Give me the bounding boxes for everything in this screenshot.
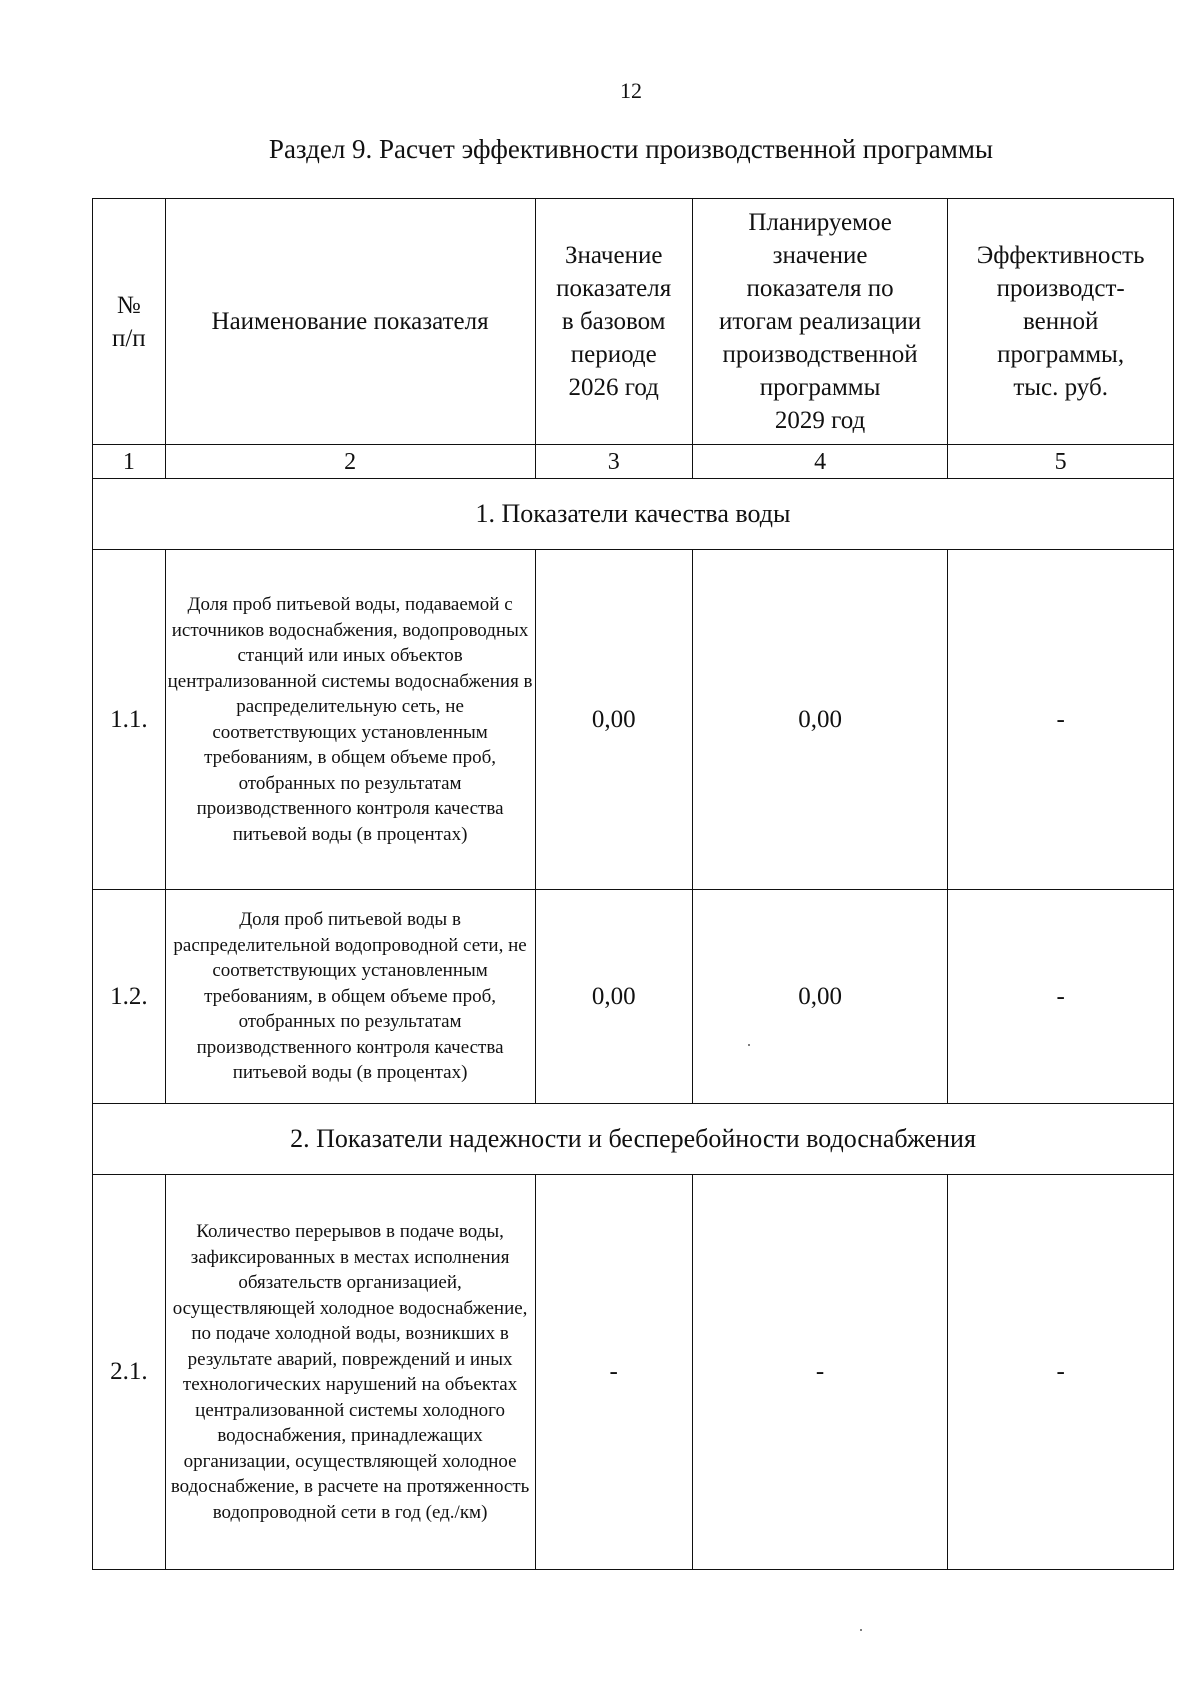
column-number: 5 xyxy=(948,445,1174,479)
efficiency-value: - xyxy=(948,890,1174,1104)
group-header-row xyxy=(93,479,1174,550)
header-efficiency: Эффективность производст- венной программы, тыс. руб. xyxy=(948,199,1174,445)
table-row xyxy=(93,890,1174,1104)
base-value: - xyxy=(535,1175,692,1570)
base-value: 0,00 xyxy=(535,890,692,1104)
header-row xyxy=(93,199,1174,445)
efficiency-table xyxy=(92,198,1174,1570)
scan-speck xyxy=(748,1044,750,1046)
page-number: 12 xyxy=(620,78,642,103)
column-number: 4 xyxy=(692,445,947,479)
header-planned-value: Планируемое значение показателя по итогам реализации производственной программы 2029 год xyxy=(692,199,947,445)
row-number: 1.2. xyxy=(93,890,166,1104)
indicator-name: Доля проб питьевой воды в распределительной водопроводной сети, не соответствующих установленным требованиям, в общем объеме проб, отобранных по результатам производственного контроля качества питьевой воды (в процентах) xyxy=(165,890,535,1104)
planned-value: - xyxy=(692,1175,947,1570)
row-number: 2.1. xyxy=(93,1175,166,1570)
header-indicator-name: Наименование показателя xyxy=(165,199,535,445)
group-title: 2. Показатели надежности и бесперебойности водоснабжения xyxy=(93,1104,1174,1175)
base-value: 0,00 xyxy=(535,550,692,890)
scan-speck xyxy=(860,1629,862,1631)
column-numbers-row xyxy=(93,445,1174,479)
planned-value: 0,00 xyxy=(692,550,947,890)
row-number: 1.1. xyxy=(93,550,166,890)
column-number: 3 xyxy=(535,445,692,479)
efficiency-value: - xyxy=(948,1175,1174,1570)
group-header-row xyxy=(93,1104,1174,1175)
table-row xyxy=(93,1175,1174,1570)
column-number: 1 xyxy=(93,445,166,479)
group-title: 1. Показатели качества воды xyxy=(93,479,1174,550)
header-base-value: Значение показателя в базовом периоде 2026 год xyxy=(535,199,692,445)
indicator-name: Количество перерывов в подаче воды, зафиксированных в местах исполнения обязательств организацией, осуществляющей холодное водоснабжение, по подаче холодной воды, возникших в результате аварий, повреждений и иных технологических нарушений на объектах централизованной системы холодного водоснабжения, принадлежащих организации, осуществляющей холодное водоснабжение, в расчете на протяженность водопроводной сети в год (ед./км) xyxy=(165,1175,535,1570)
indicator-name: Доля проб питьевой воды, подаваемой с источников водоснабжения, водопроводных станций или иных объектов централизованной системы водоснабжения в распределительную сеть, не соответствующих установленным требованиям, в общем объеме проб, отобранных по результатам производственного контроля качества питьевой воды (в процентах) xyxy=(165,550,535,890)
header-number: № п/п xyxy=(93,199,166,445)
section-title: Раздел 9. Расчет эффективности производственной программы xyxy=(268,134,994,164)
column-number: 2 xyxy=(165,445,535,479)
efficiency-value: - xyxy=(948,550,1174,890)
table-row xyxy=(93,550,1174,890)
planned-value: 0,00 xyxy=(692,890,947,1104)
